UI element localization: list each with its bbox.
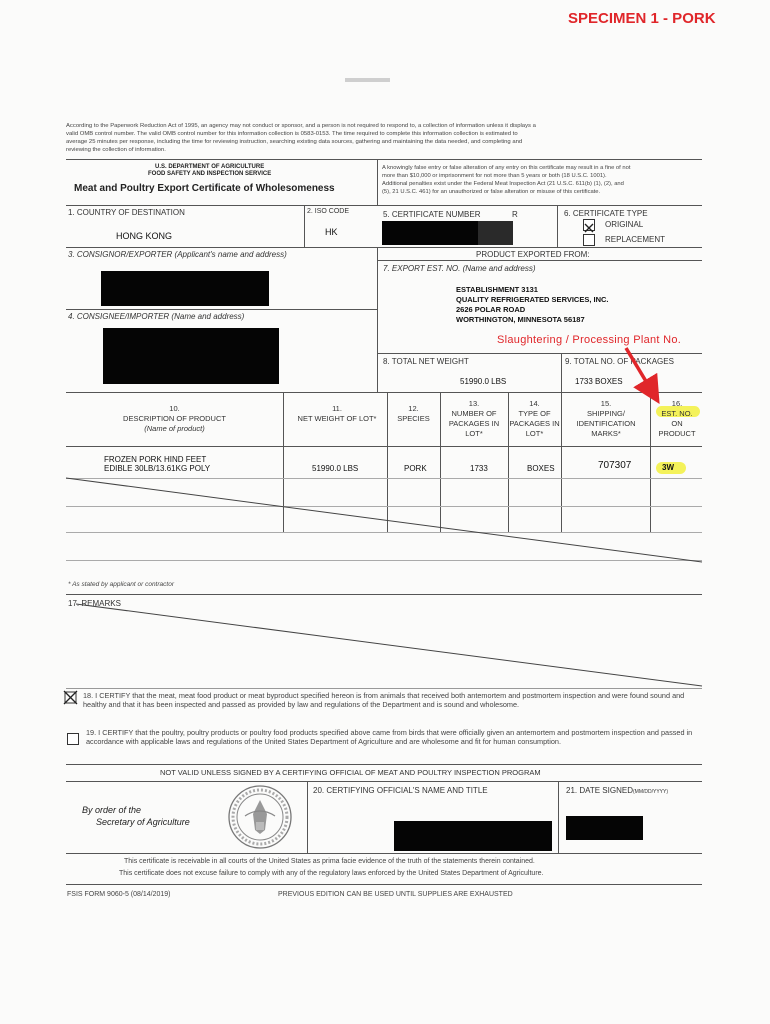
row-est-no: 3W	[662, 463, 674, 472]
iso-code-value: HK	[325, 227, 338, 237]
warning-line1: A knowingly false entry or false alteration of any entry on this certificate may result in a fine of not	[382, 165, 631, 171]
est-line4: WORTHINGTON, MINNESOTA 56187	[456, 315, 585, 324]
country-of-destination-value: HONG KONG	[116, 231, 173, 241]
date-signed-redaction	[566, 816, 643, 840]
col-header-est-no: 16. EST. NO. ON PRODUCT	[658, 399, 696, 438]
specimen-label: SPECIMEN 1 - PORK	[568, 10, 716, 27]
footer-line2: This certificate does not excuse failure to comply with any of the regulatory laws enforced by the United States Department of Agriculture.	[119, 870, 544, 877]
footer-line1: This certificate is receivable in all courts of the United States as prima facie evidence of the truth of the statements therein contained.	[124, 858, 535, 865]
row-package-type: BOXES	[527, 464, 555, 473]
est-line3: 2626 POLAR ROAD	[456, 305, 526, 314]
official-name-label: 20. CERTIFYING OFFICIAL'S NAME AND TITLE	[313, 786, 488, 795]
row-marks: 707307	[598, 460, 632, 471]
total-net-weight-label: 8. TOTAL NET WEIGHT	[383, 357, 469, 366]
dept-line2: FOOD SAFETY AND INSPECTION SERVICE	[148, 171, 272, 177]
row-net-weight: 51990.0 LBS	[312, 464, 359, 473]
form-number: FSIS FORM 9060-5 (08/14/2019)	[67, 891, 171, 898]
consignor-label: 3. CONSIGNOR/EXPORTER (Applicant's name and address)	[68, 250, 287, 259]
row-species: PORK	[404, 464, 427, 473]
by-order-line1: By order of the	[82, 805, 142, 815]
row-description-line1: FROZEN PORK HIND FEET	[104, 455, 207, 464]
check-x-icon	[584, 223, 594, 233]
warning-line4: (5), 21 U.S.C. 461) for an unauthorized or false alteration or misuse of this certificate.	[382, 189, 601, 195]
row-description-line2: EDIBLE 30LB/13.61KG POLY	[104, 464, 211, 473]
scan-artifact	[345, 78, 390, 82]
certificate-type-label: 6. CERTIFICATE TYPE	[564, 209, 648, 218]
est-line2: QUALITY REFRIGERATED SERVICES, INC.	[456, 295, 609, 304]
total-packages-value: 1733 BOXES	[575, 377, 623, 386]
warning-line3: Additional penalties exist under the Federal Meat Inspection Act (21 U.S.C. 611(b) (1), (2), and	[382, 181, 624, 187]
consignee-label: 4. CONSIGNEE/IMPORTER (Name and address)	[68, 312, 245, 321]
total-packages-label: 9. TOTAL NO. OF PACKAGES	[565, 357, 674, 366]
certificate-number-label: 5. CERTIFICATE NUMBER	[383, 210, 481, 219]
est-line1: ESTABLISHMENT 3131	[456, 285, 538, 294]
total-net-weight-value: 51990.0 LBS	[460, 377, 507, 386]
certificate-number-redaction-2	[478, 221, 513, 245]
not-valid-statement: NOT VALID UNLESS SIGNED BY A CERTIFYING OFFICIAL OF MEAT AND POULTRY INSPECTION PROGRAM	[160, 768, 541, 777]
col-header-package-type: 14. TYPE OF PACKAGES IN LOT*	[509, 399, 560, 438]
paperwork-notice-line1: According to the Paperwork Reduction Act of 1995, an agency may not conduct or sponsor, and a person is not required to respond to, a collection of information unless it displays a	[66, 123, 536, 129]
cert18-check-icon[interactable]	[63, 689, 79, 705]
strike-line	[66, 470, 706, 570]
original-checkbox[interactable]	[583, 219, 595, 231]
col-header-net-weight: 11. NET WEIGHT OF LOT*	[297, 404, 377, 423]
consignor-redaction	[101, 271, 269, 306]
certificate-number-redaction	[382, 221, 479, 245]
replacement-label: REPLACEMENT	[605, 235, 666, 244]
replacement-checkbox[interactable]	[583, 234, 595, 246]
official-name-redaction	[394, 821, 552, 851]
warning-line2: more than $10,000 or imprisonment for not more than 5 years or both (18 U.S.C. 1001).	[382, 173, 607, 179]
table-footnote: * As stated by applicant or contractor	[68, 581, 174, 588]
col-header-marks: 15. SHIPPING/ IDENTIFICATION MARKS*	[576, 399, 636, 438]
certificate-number-prefix: R	[512, 210, 518, 219]
col-header-description: 10. DESCRIPTION OF PRODUCT (Name of product)	[123, 404, 226, 433]
row-packages: 1733	[470, 464, 488, 473]
dept-line1: U.S. DEPARTMENT OF AGRICULTURE	[155, 164, 265, 170]
date-signed-label: 21. DATE SIGNED(MM/DD/YYYY)	[566, 786, 668, 795]
remarks-strike-line	[66, 600, 706, 690]
iso-code-label: 2. ISO CODE	[307, 208, 350, 215]
paperwork-notice-line3: average 25 minutes per response, including the time for reviewing instruction, searching existing data sources, gathering and maintaining the data needed, and completing and	[66, 139, 523, 145]
paperwork-notice-line4: reviewing the collection of information.	[66, 147, 166, 153]
form-title: Meat and Poultry Export Certificate of Wholesomeness	[74, 183, 335, 194]
annotation-arrow-icon	[600, 340, 720, 420]
remarks-label: 17. REMARKS	[68, 599, 121, 608]
col-header-species: 12. SPECIES	[397, 404, 430, 423]
annotation-label: Slaughtering / Processing Plant No.	[497, 334, 682, 346]
previous-edition-note: PREVIOUS EDITION CAN BE USED UNTIL SUPPLIES ARE EXHAUSTED	[278, 891, 513, 898]
cert19-text: 19. I CERTIFY that the poultry, poultry products or poultry food products specified above came from birds that were officially given an antemortem and postmortem inspection and passed in accordance with applicable laws and regulations of the United States Department of Agriculture and are wholesome and fit for human consumption.	[86, 728, 693, 746]
consignee-redaction	[103, 328, 279, 384]
export-est-label: 7. EXPORT EST. NO. (Name and address)	[383, 264, 536, 273]
usda-seal-icon	[221, 784, 299, 850]
paperwork-notice-line2: valid OMB control number. The valid OMB control number for this information collection is 0583-0153. The time required to complete this information collection is estimated to	[66, 131, 518, 137]
col-header-packages: 13. NUMBER OF PACKAGES IN LOT*	[448, 399, 500, 438]
product-exported-from: PRODUCT EXPORTED FROM:	[476, 250, 590, 259]
country-of-destination-label: 1. COUNTRY OF DESTINATION	[68, 208, 185, 217]
original-label: ORIGINAL	[605, 220, 644, 229]
cert19-checkbox[interactable]	[67, 733, 79, 745]
cert18-text: 18. I CERTIFY that the meat, meat food product or meat byproduct specified hereon is from animals that received both antemortem and postmortem inspection and were found sound and healthy and that it has been inspected and passed as provided by law and regulations of the Department and is sound and wholesome.	[83, 691, 685, 709]
by-order-line2: Secretary of Agriculture	[96, 817, 190, 827]
